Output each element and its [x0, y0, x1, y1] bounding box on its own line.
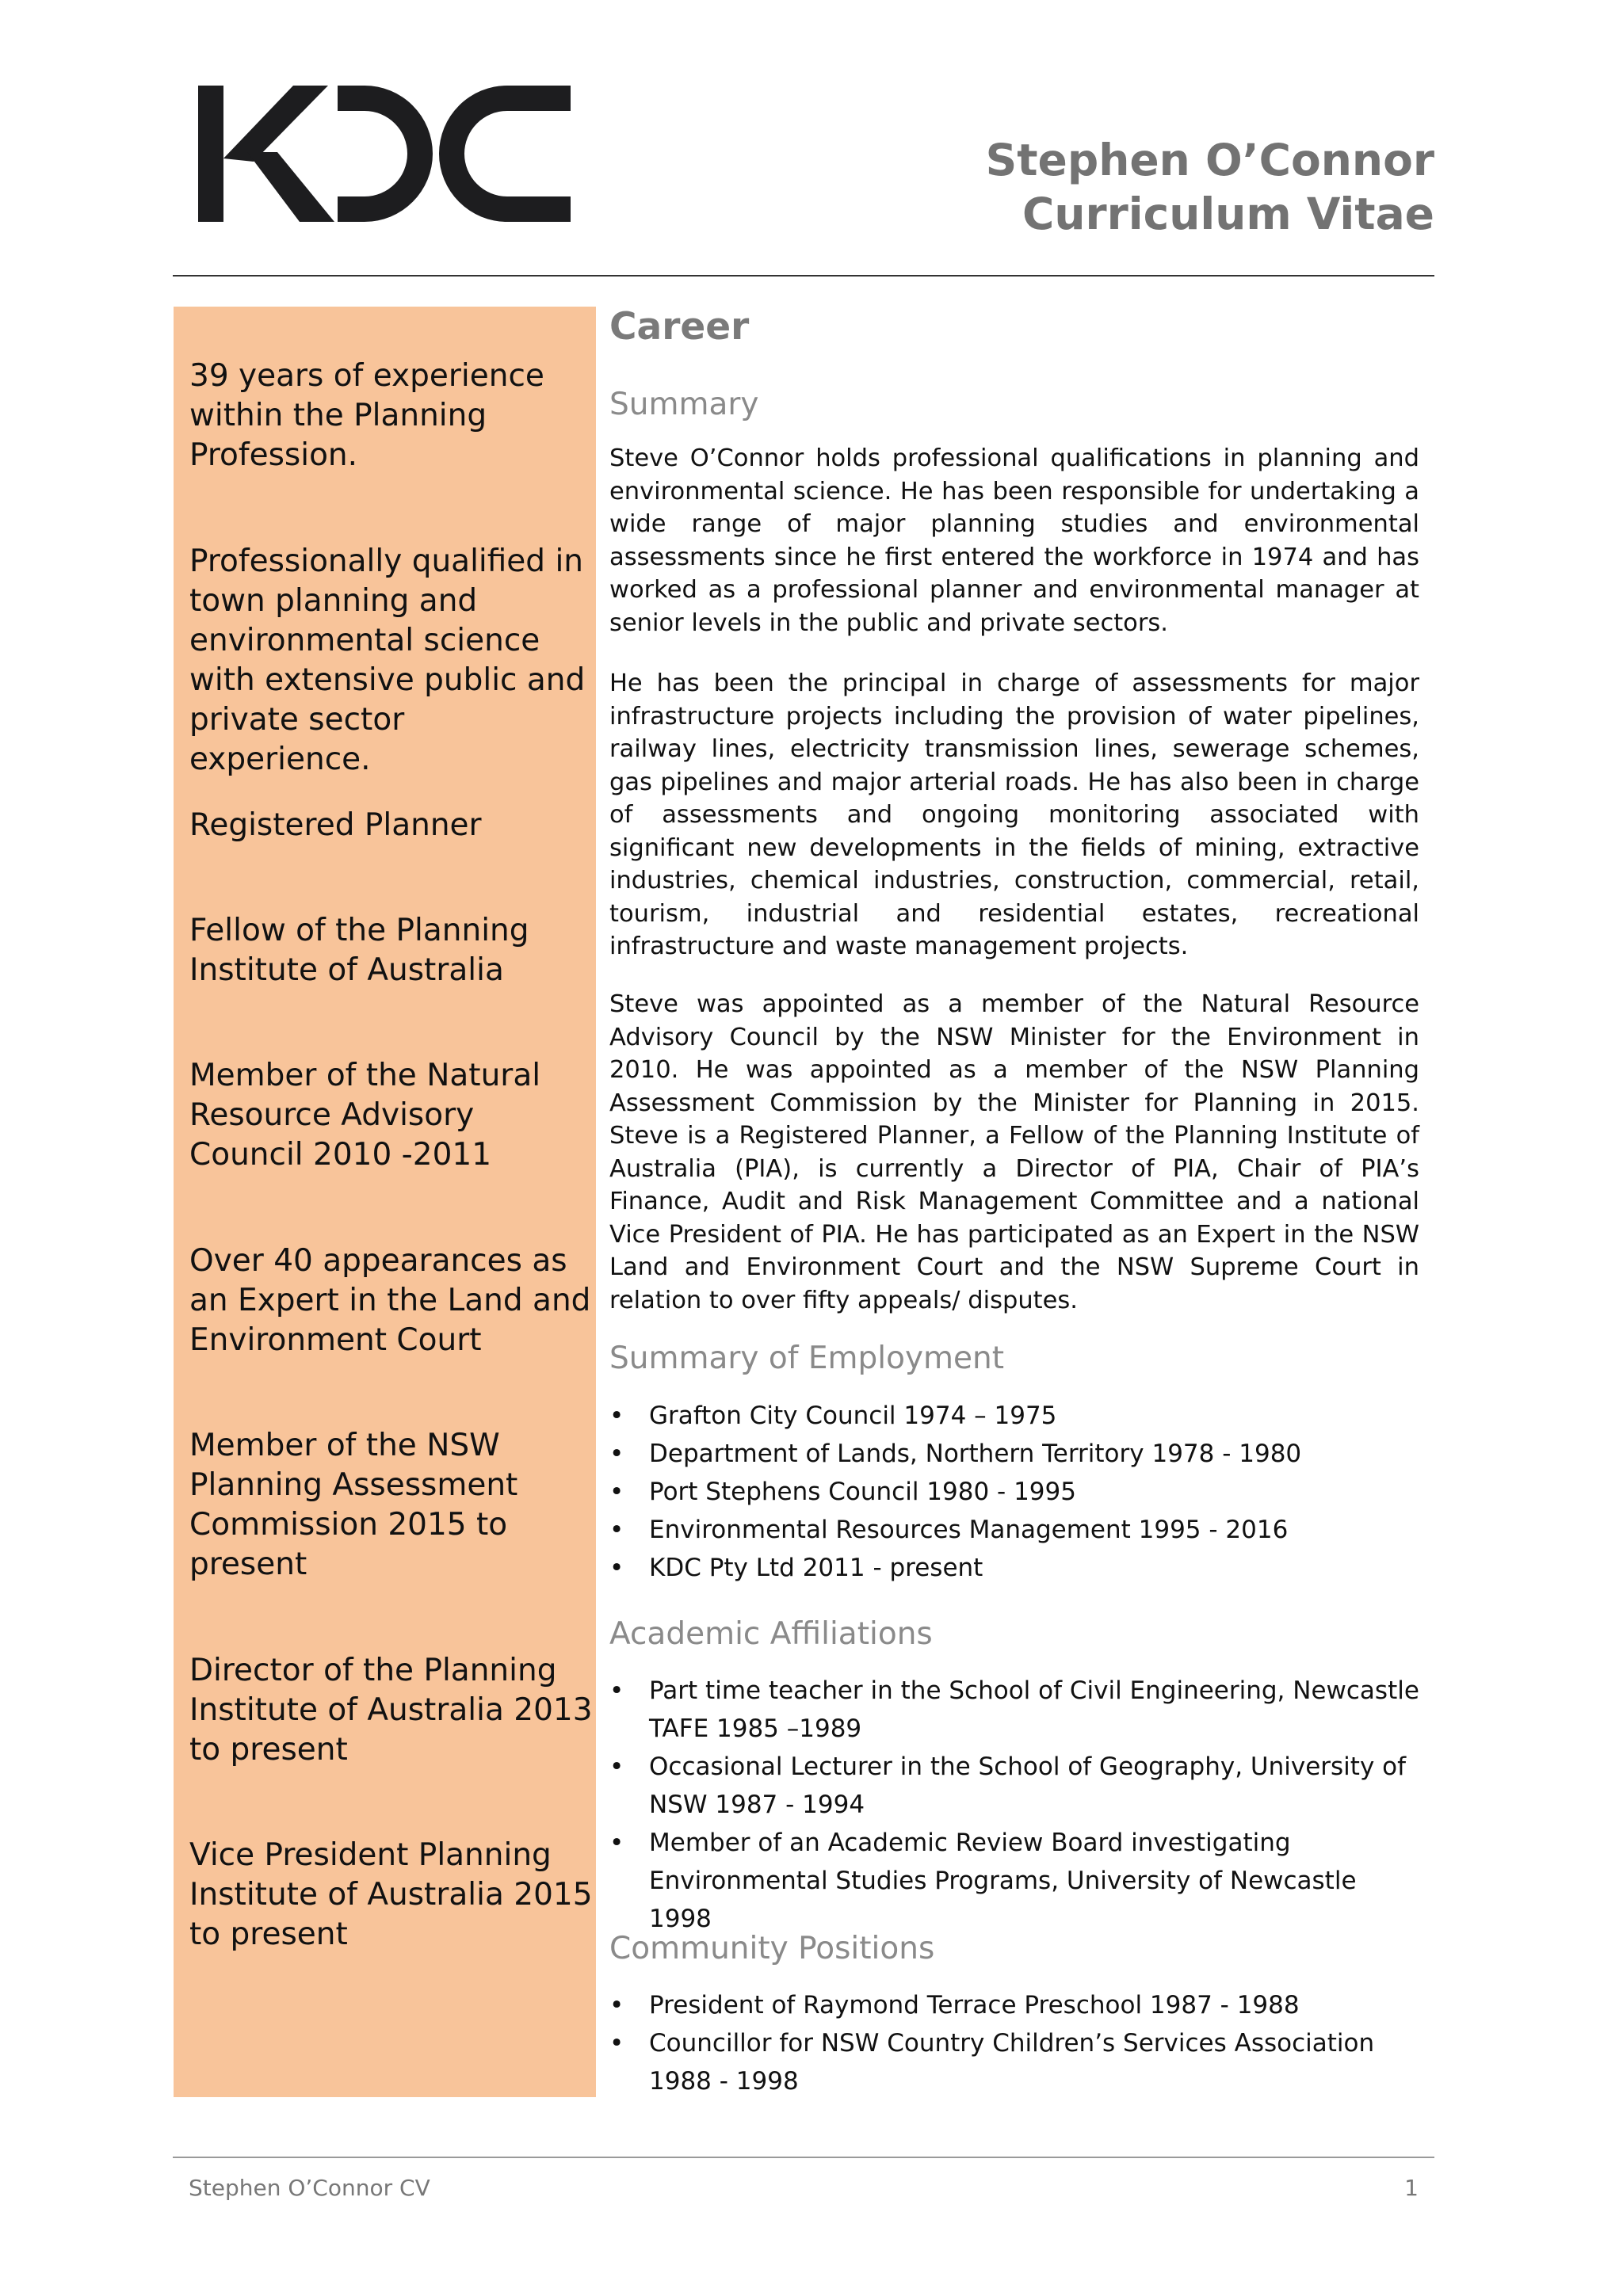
- footer-document-name: Stephen O’Connor CV: [189, 2175, 430, 2201]
- list-item: • President of Raymond Terrace Preschool 1987 - 1988: [609, 1991, 1300, 2019]
- highlight-registered-planner: Registered Planner: [189, 807, 482, 843]
- highlight-expert-appearances: Over 40 appearances as an Expert in the Land and Environment Court: [189, 1243, 591, 1358]
- person-name: Stephen O’Connor: [985, 135, 1434, 185]
- kdc-logo: [198, 86, 571, 222]
- academic-heading: Academic Affiliations: [609, 1616, 933, 1652]
- highlight-experience: 39 years of experience within the Planning Profession.: [189, 358, 544, 473]
- employment-list: [609, 1397, 1419, 1587]
- list-item: • Councillor for NSW Country Children’s Services Association 1988 - 1998: [609, 2029, 1375, 2096]
- list-item: • KDC Pty Ltd 2011 - present: [609, 1554, 983, 1582]
- list-item: • Part time teacher in the School of Civil Engineering, Newcastle TAFE 1985 –1989: [609, 1676, 1419, 1743]
- highlight-pac-member: Member of the NSW Planning Assessment Commission 2015 to present: [189, 1428, 518, 1582]
- highlight-fellow-pia: Fellow of the Planning Institute of Australia: [189, 913, 529, 988]
- document-subtitle: Curriculum Vitae: [1022, 189, 1434, 239]
- cv-title-block: [986, 133, 1434, 241]
- list-item: • Occasional Lecturer in the School of Geography, University of NSW 1987 - 1994: [609, 1753, 1407, 1819]
- community-list: [609, 1986, 1419, 2100]
- community-heading: Community Positions: [609, 1931, 935, 1966]
- career-heading: Career: [609, 305, 750, 349]
- list-item: • Port Stephens Council 1980 - 1995: [609, 1478, 1076, 1506]
- page-number: 1: [1404, 2175, 1419, 2201]
- highlights-sidebar: [174, 307, 596, 2097]
- academic-list: [609, 1672, 1419, 1938]
- list-item: • Environmental Resources Management 1995 - 2016: [609, 1516, 1289, 1544]
- highlight-pia-director: Director of the Planning Institute of Australia 2013 to present: [189, 1653, 593, 1768]
- highlight-qualifications: Professionally qualified in town planning and environmental science with extensive public and private sector experience.: [189, 543, 586, 777]
- list-item: • Grafton City Council 1974 – 1975: [609, 1402, 1057, 1430]
- highlight-nrac-member: Member of the Natural Resource Advisory Council 2010 -2011: [189, 1058, 541, 1173]
- employment-heading: Summary of Employment: [609, 1341, 1005, 1376]
- highlight-pia-vice-president: Vice President Planning Institute of Australia 2015 to present: [189, 1837, 593, 1952]
- footer-divider: [173, 2157, 1434, 2158]
- summary-paragraph-1: Steve O’Connor holds professional qualifications in planning and environmental science. He has been responsible for undertaking a wide range of major planning studies and environmental assessments since he first entered the workforce in 1974 and has worked as a professional planner and environmental manager at senior levels in the public and private sectors.: [609, 444, 1419, 637]
- list-item: • Department of Lands, Northern Territory 1978 - 1980: [609, 1440, 1302, 1468]
- summary-heading: Summary: [609, 387, 759, 422]
- header-divider: [173, 275, 1434, 277]
- list-item: • Member of an Academic Review Board investigating Environmental Studies Programs, University of Newcastle 1998: [609, 1829, 1357, 1933]
- summary-paragraph-2: He has been the principal in charge of assessments for major infrastructure projects including the provision of water pipelines, railway lines, electricity transmission lines, sewerage schemes, gas pipelines and major arterial roads. He has also been in charge of assessments and ongoing monitoring associated with significant new developments in the fields of mining, extractive industries, chemical industries, construction, commercial, retail, tourism, industrial and residential estates, recreational infrastructure and waste management projects.: [609, 669, 1419, 960]
- summary-paragraph-3: Steve was appointed as a member of the Natural Resource Advisory Council by the NSW Minister for the Environment in 2010. He was appointed as a member of the NSW Planning Assessment Commission by the Minister for Planning in 2015. Steve is a Registered Planner, a Fellow of the Planning Institute of Australia (PIA), is currently a Director of PIA, Chair of PIA’s Finance, Audit and Risk Management Committee and a national Vice President of PIA. He has participated as an Expert in the NSW Land and Environment Court and the NSW Supreme Court in relation to over fifty appeals/ disputes.: [609, 990, 1419, 1314]
